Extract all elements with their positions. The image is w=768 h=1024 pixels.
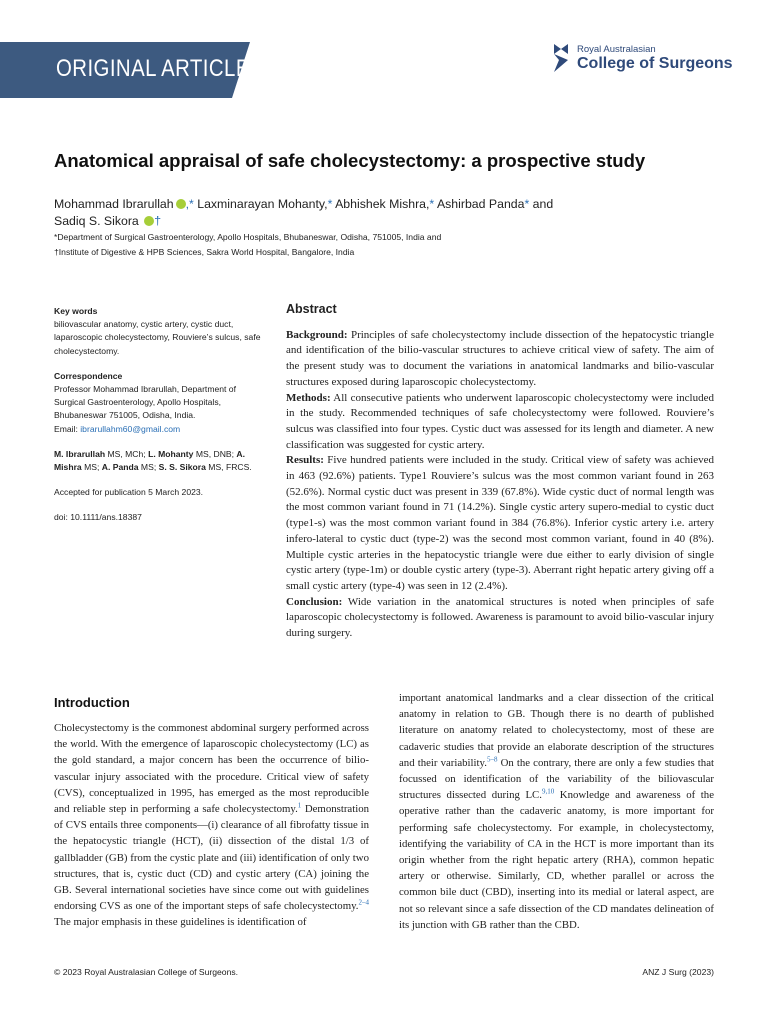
racs-logo [550, 42, 733, 78]
keywords-block [54, 305, 266, 358]
intro-text: The major emphasis in these guidelines is identification of [54, 916, 307, 929]
abstract-results [286, 453, 714, 594]
author-name: Ashirbad Panda [434, 197, 525, 211]
orcid-icon[interactable] [144, 216, 154, 226]
email-label: Email: [54, 423, 81, 434]
author-list [54, 196, 674, 230]
correspondence-text: Professor Mohammad Ibrarullah, Department of Surgical Gastroenterology, Apollo Hospitals, Bhubaneswar 751005, Odisha, India. [54, 384, 236, 421]
author-name: Sadiq S. Sikora [54, 214, 139, 228]
correspondence-heading: Correspondence [54, 370, 123, 381]
logo-line-2: College of Surgeons [577, 55, 733, 72]
article-type-label: ORIGINAL ARTICLE [56, 55, 250, 82]
author-name: Abhishek Mishra, [332, 197, 430, 211]
abstract-methods [286, 391, 714, 454]
degree-author: S. S. Sikora [158, 462, 206, 473]
citation-link[interactable]: 5–8 [486, 755, 498, 764]
article-type-banner [0, 42, 250, 98]
email-link[interactable]: ibrarullahm60@gmail.com [80, 423, 181, 434]
orcid-icon[interactable] [176, 199, 186, 209]
keywords-text: biliovascular anatomy, cystic artery, cystic duct, laparoscopic cholecystectomy, Rouviere’s sulcus, safe cholecystectomy. [54, 319, 261, 356]
methods-text: All consecutive patients who underwent laparoscopic cholecystectomy were included in the study. Recommended techniques of safe cholecystectomy were followed. Rouviere’s sulcus was classified into four types. Cystic duct was assessed for its length and diameter. A new classification was suggested for cystic artery. [286, 391, 714, 451]
degree-text: MS, DNB; [193, 448, 237, 459]
copyright-footer: © 2023 Royal Australasian College of Surgeons. [54, 967, 239, 977]
author-conjunction: and [529, 197, 554, 211]
results-text: Five hundred patients were included in the study. Critical view of safety was achieved in 463 (92.6%) patients. Type1 Rouviere’s sulcus was the most common variant found in 263 (52.6%). Normal cystic duct was present in 339 (67.8%). Wide cystic duct of normal length was the most common variant found in 71 (14.2%). Single cystic artery supero-medial to cystic duct (type1-s) was the most common variant found in 384 (76.8%). Inferior cystic artery i.e. artery infero-lateral to cystic duct (type-2) was the second most common variant, found in 40 (8%). Multiple cystic arteries in the hepatocystic triangle were due either to early division of single cystic artery (type-1m) or double cystic artery (type-3). Aberrant right hepatic artery giving off a small cystic artery (type-4) was seen in 12 (2.4%). [286, 454, 714, 592]
affiliation-2: †Institute of Digestive & HPB Sciences, Sakra World Hospital, Bangalore, India [54, 247, 355, 257]
email-line [54, 423, 266, 436]
citation-link[interactable]: 1 [297, 801, 302, 810]
abstract-conclusion [286, 595, 714, 642]
shield-logo-icon [550, 42, 572, 74]
degree-author: A. Mishra [54, 448, 246, 473]
intro-text: important anatomical landmarks and a clear dissection of the critical anatomy in relation to GB. Though there is no dearth of published literature on anatomy related to cholecystectomy, most of these are cadaveric studies that provide an elaborate description of the structures and their variability. [399, 692, 714, 769]
degree-text: MS; [138, 462, 159, 473]
accepted-date: Accepted for publication 5 March 2023. [54, 487, 204, 498]
results-label: Results: [286, 454, 324, 467]
abstract-section [286, 302, 714, 642]
author-degrees [54, 448, 266, 474]
degree-author: L. Mohanty [148, 448, 194, 459]
affiliation-1: *Department of Surgical Gastroenterology, Apollo Hospitals, Bhubaneswar, Odisha, 751005, India and [54, 232, 442, 242]
degree-text: MS, MCh; [105, 448, 149, 459]
author-name: Mohammad Ibrarullah [54, 197, 174, 211]
conclusion-text: Wide variation in the anatomical structures is noted when principles of safe laparoscopic cholecystectomy is followed. Awareness is paramount to avoid bilio-vascular injury during surgery. [286, 595, 714, 640]
affiliation-mark: † [154, 214, 162, 228]
article-info-sidebar [54, 305, 266, 537]
affiliation-mark: * [327, 197, 333, 211]
degree-author: M. Ibrarullah [54, 448, 106, 459]
degree-author: A. Panda [101, 462, 139, 473]
citation-link[interactable]: 2–4 [358, 898, 369, 907]
introduction-column-right [399, 690, 714, 933]
degree-text: MS; [81, 462, 102, 473]
degree-text: MS, FRCS. [205, 462, 252, 473]
keywords-heading: Key words [54, 306, 98, 316]
affiliation-mark: * [429, 197, 435, 211]
author-name: Laxminarayan Mohanty, [193, 197, 328, 211]
correspondence-block [54, 370, 266, 436]
affiliation-mark: ,* [185, 197, 194, 211]
citation-link[interactable]: 9,10 [541, 787, 555, 796]
intro-text: Knowledge and awareness of the operative rather than the cadaveric anatomy, is more important for performing safe cholecystectomy. For example, in cholecystectomy, identifying the variability of CA in the HCT is more important than its origin whether from the right hepatic artery (RHA), common hepatic artery or otherwise. Similarly, CD, whether parallel or across the common bile duct (CBD), inserting into its medial or lateral aspect, are not so relevant since a safe dissection of the CD mandates delineation of its junction with GB rather than the CBD. [399, 789, 714, 931]
introduction-heading: Introduction [54, 695, 130, 710]
abstract-heading: Abstract [286, 302, 337, 316]
intro-text: On the contrary, there are only a few studies that focussed on identification of the variability of the biliovascular structures dissected during LC. [399, 756, 714, 802]
affiliation-mark: * [524, 197, 530, 211]
methods-label: Methods: [286, 391, 331, 404]
background-label: Background: [286, 328, 348, 341]
abstract-background [286, 328, 714, 391]
intro-text: Demonstration of CVS entails three components—(i) clearance of all fibrofatty tissue in the hepatocystic triangle (HCT), (ii) dissection of the distal 1/3 of gallbladder (GB) from the cystic plate and (iii) identification of only two structures, that is, cystic duct (CD) and cystic artery (CA) joining the GB. Several international societies have since come out with guidelines endorsing CVS as one of the important steps of safe cholecystectomy. [54, 803, 370, 913]
conclusion-label: Conclusion: [286, 595, 343, 608]
article-title: Anatomical appraisal of safe cholecystectomy: a prospective study [54, 150, 646, 171]
journal-footer: ANZ J Surg (2023) [642, 967, 714, 977]
background-text: Principles of safe cholecystectomy include dissection of the hepatocystic triangle and identification of the bilio-vascular structures to achieve critical view of safety. The aim of the present study was to document the variations in anatomical landmarks and bilio-vascular structures exposed during laparoscopic cholecystectomy. [286, 328, 714, 388]
doi[interactable]: doi: 10.1111/ans.18387 [54, 512, 142, 523]
logo-line-1: Royal Australasian [577, 44, 656, 55]
introduction-column-left [54, 720, 369, 931]
intro-text: Cholecystectomy is the commonest abdominal surgery performed across the world. With the emergence of laparoscopic cholecystectomy (LC) as the gold standard, a major concern has been the occurrence of bilio-vascular injury associated with the procedure. Critical view of safety (CVS), conceptualized in 1995, has emerged as the most reproducible and reliable step in performing a safe cholecystectomy. [54, 722, 369, 816]
